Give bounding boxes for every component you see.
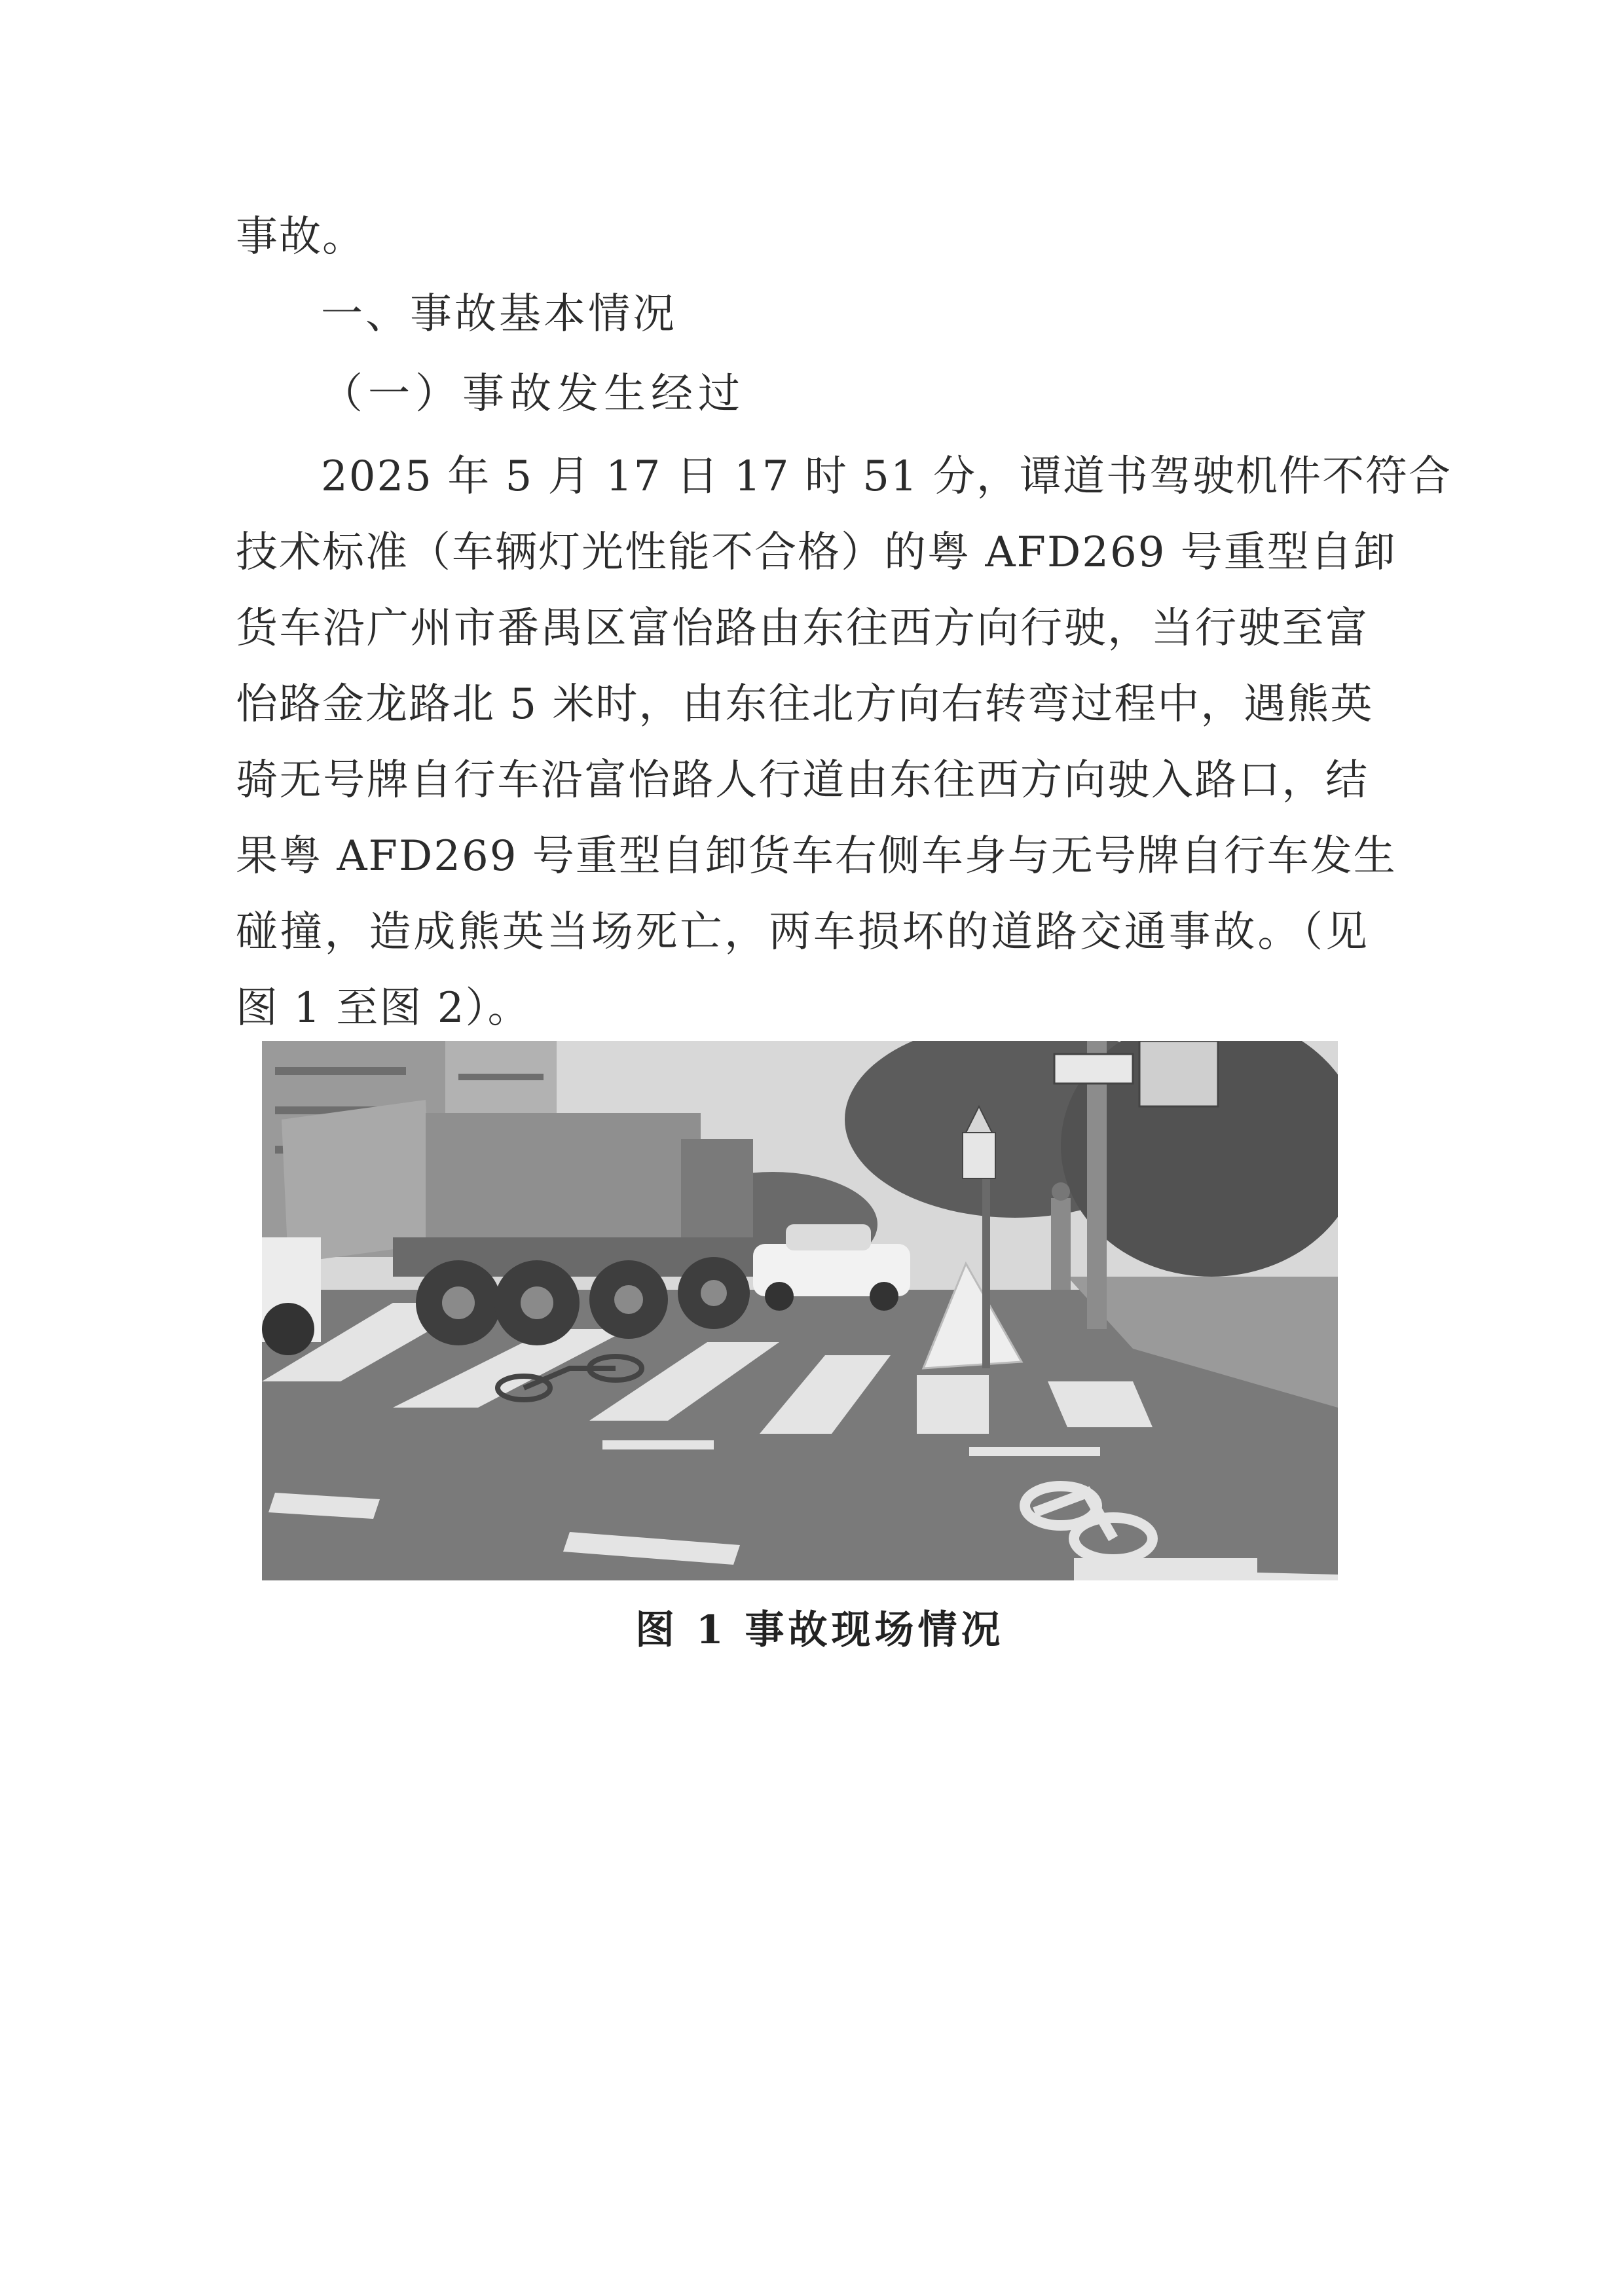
figure-caption: 图 1 事故现场情况 bbox=[635, 1607, 1005, 1653]
paragraph-line: 货车沿广州市番禺区富怡路由东往西方向行驶，当行驶至富 bbox=[236, 604, 1369, 653]
paragraph-line: 技术标准（车辆灯光性能不合格）的粤 AFD269 号重型自卸 bbox=[236, 528, 1397, 577]
subsection-heading: （一）事故发生经过 bbox=[321, 370, 745, 418]
paragraph-line: 2025 年 5 月 17 日 17 时 51 分，谭道书驾驶机件不符合 bbox=[321, 452, 1452, 501]
paragraph-line: 怡路金龙路北 5 米时，由东往北方向右转弯过程中，遇熊英 bbox=[236, 680, 1374, 729]
paragraph-line: 骑无号牌自行车沿富怡路人行道由东往西方向驶入路口，结 bbox=[236, 756, 1369, 805]
paragraph-line: 碰撞，造成熊英当场死亡，两车损坏的道路交通事故。（见 bbox=[236, 908, 1369, 957]
accident-scene-image bbox=[262, 1041, 1338, 1580]
paragraph-line: 图 1 至图 2）。 bbox=[236, 984, 531, 1032]
section-heading: 一、事故基本情况 bbox=[321, 290, 677, 338]
continuation-text: 事故。 bbox=[236, 213, 365, 261]
paragraph-line: 果粤 AFD269 号重型自卸货车右侧车身与无号牌自行车发生 bbox=[236, 832, 1397, 881]
accident-scene-photo bbox=[262, 1041, 1338, 1580]
